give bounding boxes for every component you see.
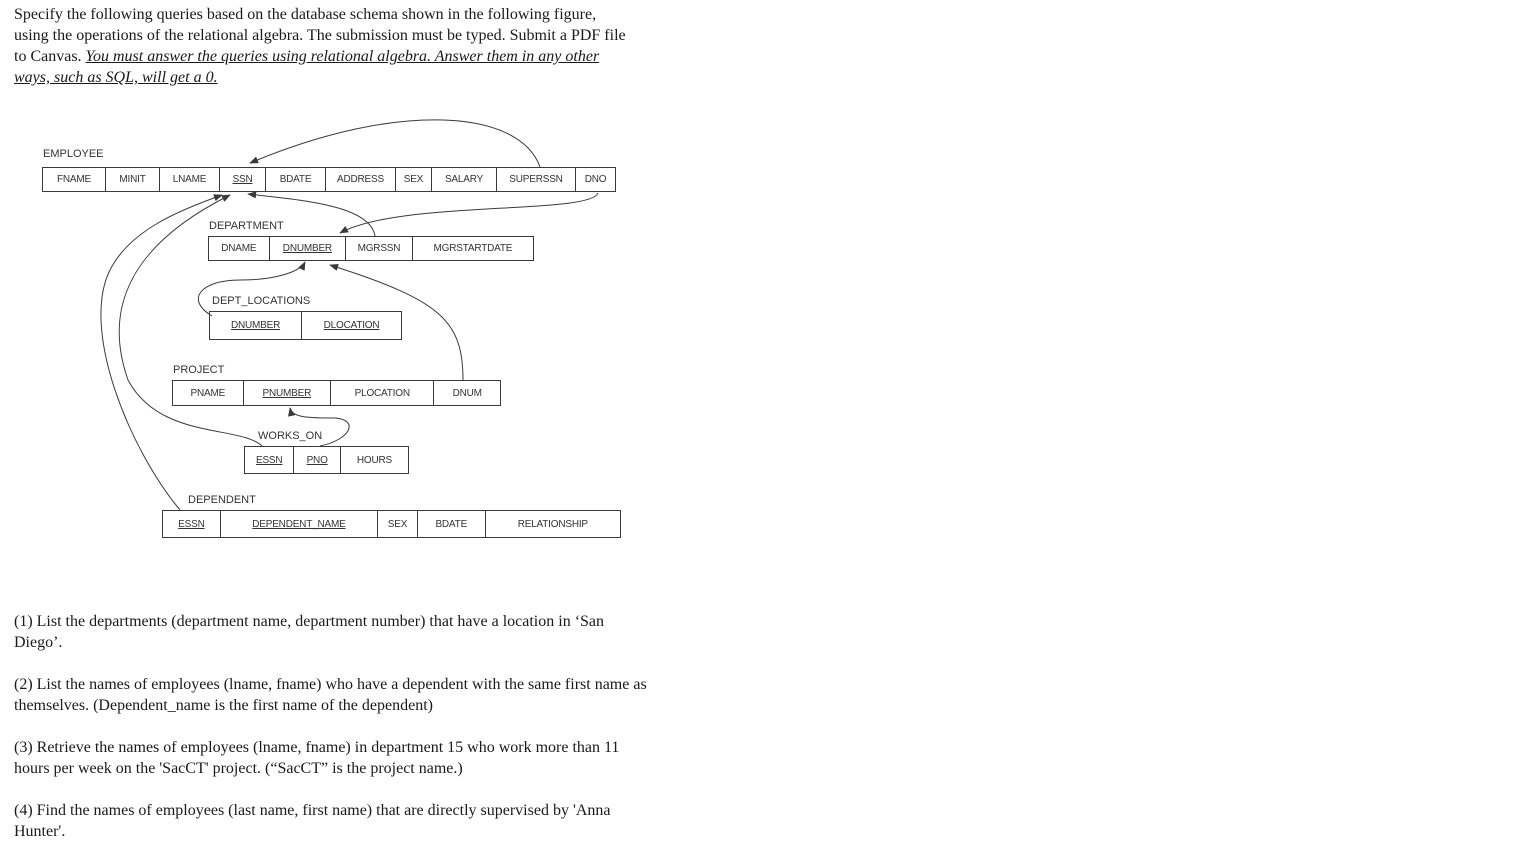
arrow-dno-to-dnumber bbox=[340, 193, 598, 233]
works-on-relation-name: WORKS_ON bbox=[258, 430, 323, 442]
employee-relation-name: EMPLOYEE bbox=[43, 148, 104, 160]
employee-col-ssn: SSN bbox=[220, 168, 266, 191]
questions-list bbox=[14, 611, 654, 842]
employee-table bbox=[42, 167, 616, 192]
question-3: (3) Retrieve the names of employees (lname, fname) in department 15 who work more than 11 hours per week on the 'SacCT' project. (“SacCT” is the project name.) bbox=[14, 739, 620, 777]
dept-locations-relation-name: DEPT_LOCATIONS bbox=[212, 295, 311, 307]
question-1: (1) List the departments (department name, department number) that have a location in ‘San Diego’. bbox=[14, 613, 605, 651]
department-col-dname: DNAME bbox=[209, 237, 270, 260]
requirement-text: You must answer the queries using relational algebra. Answer them in any other ways, such as SQL, will get a 0. bbox=[14, 48, 600, 86]
works-on-col-essn: ESSN bbox=[245, 447, 294, 473]
dependent-col-relationship: RELATIONSHIP bbox=[517, 518, 588, 530]
dept-locations-table bbox=[209, 311, 402, 340]
project-table bbox=[172, 380, 501, 406]
instructions-paragraph bbox=[14, 4, 634, 88]
works-on-col-hours: HOURS bbox=[356, 454, 392, 466]
employee-col-minit: MINIT bbox=[106, 168, 160, 191]
dependent-relation-name: DEPENDENT bbox=[188, 494, 256, 506]
department-relation-name: DEPARTMENT bbox=[209, 220, 284, 232]
dependent-col-bdate: BDATE bbox=[418, 511, 486, 537]
employee-col-lname: LNAME bbox=[160, 168, 220, 191]
dependent-col-essn: ESSN bbox=[163, 511, 221, 537]
department-table bbox=[208, 236, 534, 261]
question-2: (2) List the names of employees (lname, fname) who have a dependent with the same first name as themselves. (Dependent_name is the first name of the dependent) bbox=[14, 676, 647, 714]
employee-col-address: ADDRESS bbox=[326, 168, 396, 191]
arrow-dependent-essn-to-ssn bbox=[101, 195, 225, 510]
question-4: (4) Find the names of employees (last name, first name) that are directly supervised by 'Anna Hunter'. bbox=[14, 802, 611, 840]
project-col-pnumber: PNUMBER bbox=[244, 381, 331, 405]
project-col-dnum: DNUM bbox=[452, 387, 482, 399]
employee-col-bdate: BDATE bbox=[266, 168, 326, 191]
arrow-superssn-to-ssn bbox=[250, 120, 540, 167]
dept-locations-col-dlocation: DLOCATION bbox=[323, 320, 380, 331]
employee-col-dno: DNO bbox=[584, 174, 607, 185]
instructions-text: Specify the following queries based on the database schema shown in the following figure, using the operations of the relational algebra. The submission must be typed. Submit a PDF file to Canvas. bbox=[14, 6, 626, 65]
dependent-col-sex: SEX bbox=[378, 511, 418, 537]
dependent-col-dependent-name: DEPENDENT_NAME bbox=[221, 511, 378, 537]
employee-col-superssn: SUPERSSN bbox=[497, 168, 576, 191]
project-col-plocation: PLOCATION bbox=[331, 381, 434, 405]
department-col-dnumber: DNUMBER bbox=[270, 237, 347, 260]
works-on-table bbox=[244, 446, 409, 474]
project-col-pname: PNAME bbox=[173, 381, 244, 405]
employee-col-salary: SALARY bbox=[432, 168, 497, 191]
employee-col-fname: FNAME bbox=[43, 168, 106, 191]
works-on-col-pno: PNO bbox=[294, 447, 340, 473]
dependent-table bbox=[162, 510, 621, 538]
employee-col-sex: SEX bbox=[396, 168, 432, 191]
department-col-mgrstartdate: MGRSTARTDATE bbox=[433, 243, 513, 254]
dept-locations-col-dnumber: DNUMBER bbox=[210, 312, 302, 339]
department-col-mgrssn: MGRSSN bbox=[346, 237, 413, 260]
arrow-deptloc-dnumber-to-dnumber bbox=[198, 262, 305, 316]
project-relation-name: PROJECT bbox=[173, 364, 225, 376]
